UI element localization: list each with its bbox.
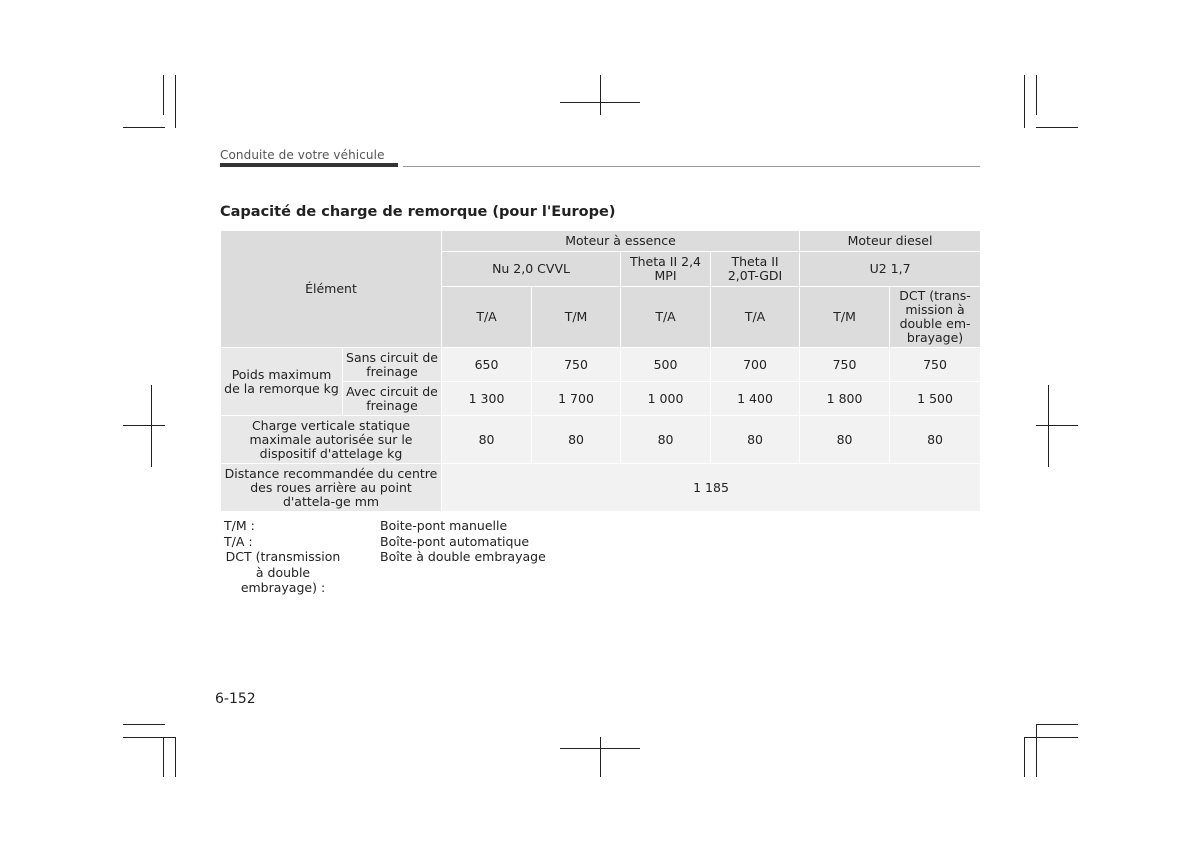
- petrol-engine-header: Moteur à essence: [442, 231, 800, 252]
- legend-desc: Boite-pont manuelle: [380, 518, 508, 533]
- engine-theta20-header: Theta II 2,0T-GDI: [711, 252, 800, 287]
- crop-mark: [123, 737, 176, 738]
- engine-nu-header: Nu 2,0 CVVL: [442, 252, 621, 287]
- transmission-header: T/A: [711, 287, 800, 348]
- transmission-header: T/A: [442, 287, 532, 348]
- legend-item: [220, 518, 546, 534]
- legend-item: [220, 549, 546, 596]
- crop-mark: [1036, 425, 1078, 426]
- page-number: 6-152: [215, 691, 256, 707]
- table-cell: 80: [890, 416, 981, 464]
- crop-mark: [151, 385, 152, 467]
- crop-mark: [1036, 75, 1037, 115]
- crop-mark: [1024, 75, 1025, 128]
- crop-mark: [600, 737, 601, 777]
- header-bar: [220, 163, 398, 167]
- transmission-header: DCT (trans-mission à double em-brayage): [890, 287, 981, 348]
- table-cell: 80: [532, 416, 621, 464]
- crop-mark: [123, 127, 165, 128]
- table-cell: 500: [621, 348, 711, 382]
- legend-desc: Boîte-pont automatique: [380, 533, 530, 549]
- running-header: Conduite de votre véhicule: [220, 148, 385, 162]
- brake-label: Avec circuit de freinage: [343, 382, 442, 416]
- table-cell: 650: [442, 348, 532, 382]
- legend-abbr: DCT (transmission à double embrayage) :: [225, 549, 341, 595]
- distance-value: 1 185: [442, 464, 981, 512]
- header-rule: [403, 166, 980, 167]
- crop-mark: [175, 75, 176, 128]
- crop-mark: [1024, 737, 1025, 777]
- max-weight-label: Poids maximum de la remorque kg: [221, 348, 343, 416]
- engine-theta24-header: Theta II 2,4 MPI: [621, 252, 711, 287]
- table-cell: 80: [621, 416, 711, 464]
- table-cell: 1 000: [621, 382, 711, 416]
- element-header: Élément: [221, 231, 442, 348]
- no-brake-label: Sans circuit de freinage: [343, 348, 442, 382]
- table-cell: 1 800: [800, 382, 890, 416]
- table-cell: 1 400: [711, 382, 800, 416]
- table-cell: 750: [532, 348, 621, 382]
- table-cell: 80: [800, 416, 890, 464]
- crop-mark: [600, 75, 601, 115]
- table-cell: 80: [711, 416, 800, 464]
- crop-mark: [1036, 724, 1037, 777]
- crop-mark: [163, 737, 164, 777]
- crop-mark: [123, 425, 165, 426]
- table-cell: 750: [800, 348, 890, 382]
- crop-mark: [163, 75, 164, 115]
- legend-abbr: T/M :: [224, 518, 255, 533]
- crop-mark: [123, 724, 165, 725]
- transmission-header: T/M: [800, 287, 890, 348]
- crop-mark: [1048, 385, 1049, 467]
- legend-abbr: T/A :: [224, 533, 253, 549]
- table-cell: 1 700: [532, 382, 621, 416]
- distance-label: Distance recommandée du centre des roues arrière au point d'attela-ge mm: [221, 464, 442, 512]
- table-cell: 1 500: [890, 382, 981, 416]
- engine-u2-header: U2 1,7: [800, 252, 981, 287]
- vertical-load-label: Charge verticale statique maximale autorisée sur le dispositif d'attelage kg: [221, 416, 442, 464]
- legend-item: [220, 534, 546, 550]
- legend-desc: Boîte à double embrayage: [380, 549, 546, 564]
- table-cell: 700: [711, 348, 800, 382]
- transmission-header: T/M: [532, 287, 621, 348]
- crop-mark: [1024, 737, 1078, 738]
- section-title: Capacité de charge de remorque (pour l'Europe): [220, 204, 616, 220]
- table-cell: 750: [890, 348, 981, 382]
- crop-mark: [1036, 724, 1078, 725]
- diesel-engine-header: Moteur diesel: [800, 231, 981, 252]
- abbreviation-legend: [220, 518, 546, 596]
- crop-mark: [175, 737, 176, 777]
- crop-mark: [1036, 127, 1078, 128]
- table-cell: 1 300: [442, 382, 532, 416]
- towing-capacity-table: [220, 230, 981, 512]
- table-cell: 80: [442, 416, 532, 464]
- transmission-header: T/A: [621, 287, 711, 348]
